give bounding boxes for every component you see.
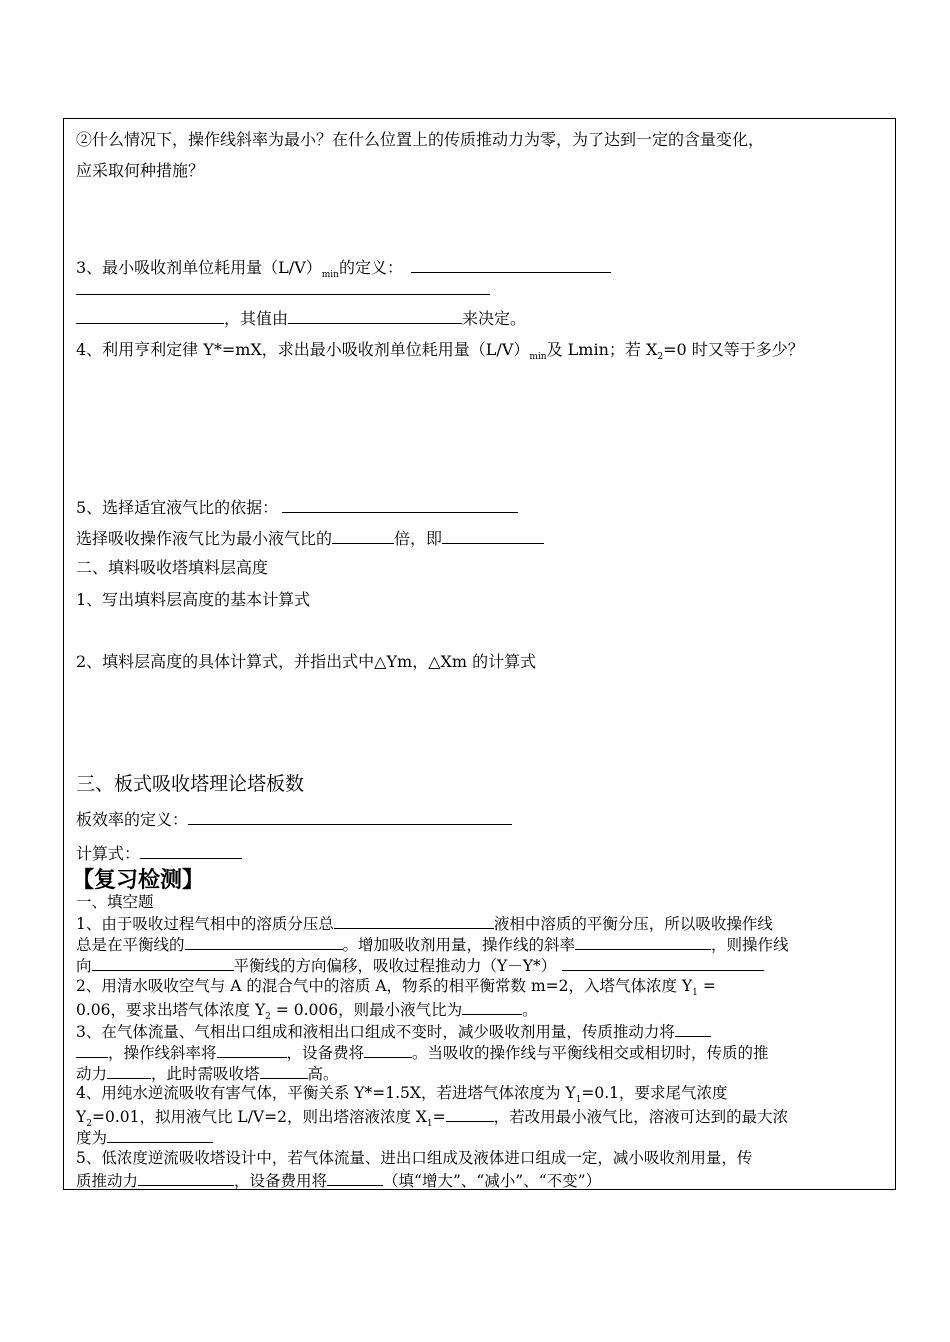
f3-e: 动力	[76, 1065, 108, 1083]
review-heading: 【复习检测】	[72, 867, 205, 893]
sec3-formula-text: 计算式：	[76, 844, 141, 863]
f1-e: ，则操作线	[711, 936, 789, 954]
f2-b-sub: 2	[265, 1012, 271, 1023]
sec3-def-text: 板效率的定义：	[76, 810, 189, 829]
blank	[140, 843, 242, 859]
f5-c: ，设备费用将	[234, 1172, 328, 1190]
f1-a: 1、由于吸收过程气相中的溶质分压总	[76, 915, 334, 933]
q5-line1	[76, 497, 518, 518]
f1-g: 平衡线的方向偏移，吸收过程推动力（Y－Y*）	[233, 957, 557, 975]
blank	[260, 1063, 308, 1079]
q3-mid-a: ，其值由	[224, 309, 289, 328]
f3-f: ，此时需吸收塔	[151, 1065, 260, 1083]
q4-suffix: =0 时又等于多少？	[663, 340, 804, 359]
q5-line2a: 选择吸收操作液气比为最小液气比的	[76, 529, 333, 548]
blank	[107, 1063, 151, 1079]
blank	[188, 809, 512, 825]
blank	[462, 999, 522, 1015]
f3-a: 3、在气体流量、气相出口组成和液相出口组成不变时，减少吸收剂用量，传质推动力将	[76, 1023, 675, 1041]
f3-line1	[76, 1021, 711, 1041]
f4-b-sub: 2	[86, 1119, 92, 1130]
f4-c: 度为	[76, 1129, 108, 1147]
f1-c: 总是在平衡线的	[76, 936, 185, 954]
f4-b4: ，若改用最小液气比，溶液可达到的最大浓	[493, 1108, 789, 1126]
blank	[76, 308, 224, 324]
f2-b: 0.06，要求出塔气体浓度 Y	[76, 1001, 266, 1019]
blank	[138, 1170, 234, 1186]
q5-line2b: 倍，即	[394, 529, 443, 548]
q3-sub: min	[321, 270, 339, 281]
sec2-title: 二、填料吸收塔填料层高度	[76, 558, 269, 577]
q3-suffix: 的定义：	[338, 258, 403, 277]
q4-prefix: 4、利用亨利定律 Y*=mX，求出最小吸收剂单位耗用量（L/V）	[76, 340, 530, 359]
q3-prefix: 3、最小吸收剂单位耗用量（L/V）	[76, 258, 322, 277]
blank	[76, 279, 490, 295]
blank	[76, 1042, 108, 1058]
blank	[185, 934, 343, 950]
f2-b3: 。	[522, 1001, 538, 1019]
sec3-title: 三、板式吸收塔理论塔板数	[76, 773, 305, 795]
f3-line3	[76, 1063, 339, 1083]
blank	[334, 913, 494, 929]
f3-line2	[76, 1042, 769, 1062]
blank	[562, 955, 764, 971]
f1-line3	[76, 955, 764, 975]
f4-a: 4、用纯水逆流吸收有害气体，平衡关系 Y*=1.5X，若进塔气体浓度为 Y	[76, 1084, 576, 1102]
q3-mid-b: 来决定。	[462, 309, 527, 328]
f4-line3	[76, 1127, 213, 1147]
blank	[92, 955, 234, 971]
q4-sub2: 2	[657, 352, 664, 363]
f5-b: 质推动力	[76, 1172, 139, 1190]
blank	[332, 528, 394, 544]
blank	[288, 308, 462, 324]
blank	[446, 1106, 494, 1122]
review-sub: 一、填空题	[76, 893, 154, 911]
blank	[327, 1170, 383, 1186]
f1-f: 向	[76, 957, 92, 975]
f3-b: ，操作线斜率将	[108, 1044, 217, 1062]
f1-d: 。增加吸收剂用量，操作线的斜率	[342, 936, 576, 954]
q4-sub: min	[529, 352, 547, 363]
blank	[217, 1042, 287, 1058]
f3-g: 高。	[307, 1065, 339, 1083]
f2-a2: =	[697, 977, 716, 995]
blank	[107, 1127, 213, 1143]
q3-line2	[76, 279, 490, 300]
f2-a: 2、用清水吸收空气与 A 的混合气中的溶质 A，物系的相平衡常数 m=2，入塔气体浓度 Y	[76, 977, 693, 995]
f5-line1: 5、低浓度逆流吸收塔设计中，若气体流量、进出口组成及液体进口组成一定，减小吸收剂用量，传	[76, 1149, 753, 1167]
blank	[575, 934, 711, 950]
q5-line1-text: 5、选择适宜液气比的依据：	[76, 498, 279, 517]
q4-line	[76, 340, 804, 367]
q3-line3	[76, 308, 526, 329]
blank	[411, 257, 611, 273]
f1-line1	[76, 913, 773, 933]
sec3-def	[76, 809, 512, 830]
f3-c: ，设备费将	[286, 1044, 365, 1062]
f5-d: （填“增大”、“减小”、“不变”）	[383, 1172, 602, 1190]
q2-line1: ②什么情况下，操作线斜率为最小？在什么位置上的传质推动力为零，为了达到一定的含量变化，	[76, 130, 765, 149]
f2-b2: = 0.006，则最小液气比为	[270, 1001, 463, 1019]
sec2-item2: 2、填料层高度的具体计算式，并指出式中△Ym，△Xm 的计算式	[76, 652, 537, 671]
f4-b2: =0.01，拟用液气比 L/V=2，则出塔溶液浓度 X	[91, 1108, 427, 1126]
f3-d: 。当吸收的操作线与平衡线相交或相切时，传质的推	[412, 1044, 769, 1062]
q4-middle: 及 Lmin；若 X	[546, 340, 658, 359]
f4-a2: =0.1，要求尾气浓度	[581, 1084, 728, 1102]
f5-line2	[76, 1170, 601, 1190]
blank	[675, 1021, 711, 1037]
f4-a-sub: 1	[575, 1095, 582, 1106]
q2-line2: 应采取何种措施？	[76, 161, 205, 180]
q5-line2	[76, 528, 544, 549]
f4-b3: =	[432, 1108, 446, 1126]
f2-a-sub: 1	[692, 988, 698, 999]
blank	[282, 497, 518, 513]
sec3-formula	[76, 843, 242, 864]
blank	[364, 1042, 412, 1058]
f1-b: 液相中溶质的平衡分压，所以吸收操作线	[493, 915, 773, 933]
f4-b-sub2: 1	[426, 1119, 433, 1130]
sec2-item1: 1、写出填料层高度的基本计算式	[76, 590, 311, 609]
f1-line2	[76, 934, 789, 954]
blank	[442, 528, 544, 544]
f4-b: Y	[76, 1108, 87, 1126]
